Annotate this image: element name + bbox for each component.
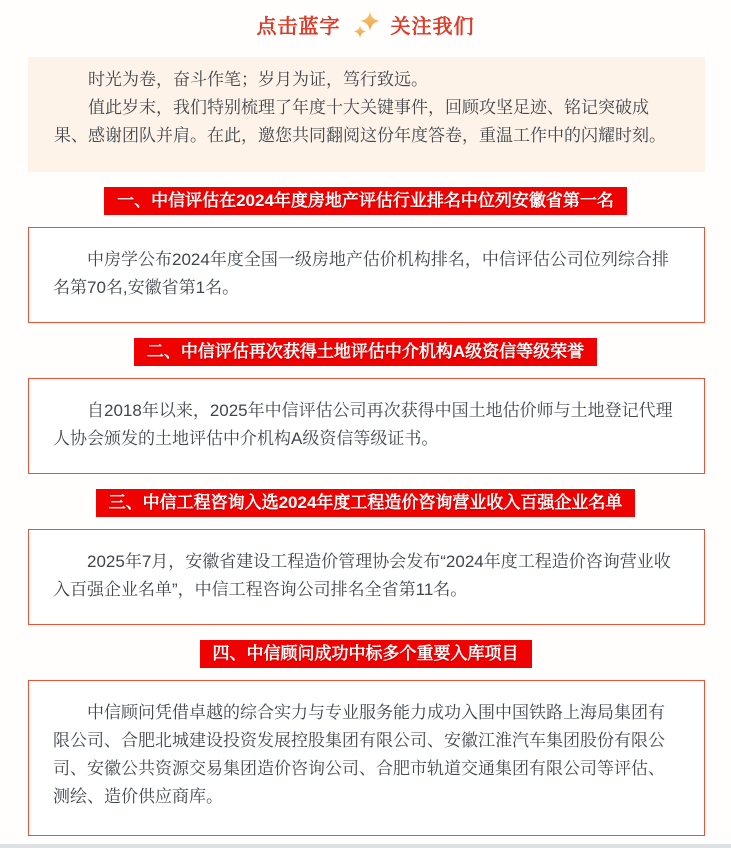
section-4-title-banner: 四、中信顾问成功中标多个重要入库项目 <box>200 640 532 668</box>
section-3-paragraph: 2025年7月，安徽省建设工程造价管理协会发布“2024年度工程造价咨询营业收入百强企业名单”，中信工程咨询公司排名全省第11名。 <box>53 552 671 599</box>
section-4-banner-row <box>0 640 731 668</box>
section-4-paragraph: 中信顾问凭借卓越的综合实力与专业服务能力成功入围中国铁路上海局集团有限公司、合肥北城建设投资发展控股集团有限公司、安徽江淮汽车集团股份有限公司、安徽公共资源交易集团造价咨询公司、合肥市轨道交通集团有限公司等评估、测绘、造价供应商库。 <box>53 703 665 806</box>
section-2-title-banner: 二、中信评估再次获得土地评估中介机构A级资信等级荣誉 <box>134 338 597 366</box>
window-bottom-strip <box>0 844 731 848</box>
section-2 <box>0 338 731 474</box>
section-4-body-box <box>28 680 705 836</box>
intro-line-2: 值此岁末，我们特别梳理了年度十大关键事件，回顾攻坚足迹、铭记突破成果、感谢团队并肩。在此，邀您共同翻阅这份年度答卷，重温工作中的闪耀时刻。 <box>54 98 666 145</box>
section-1-body-box <box>28 227 705 323</box>
section-3-banner-row <box>0 489 731 517</box>
section-1-paragraph: 中房学公布2024年度全国一级房地产估价机构排名，中信评估公司位列综合排名第70名,安徽省第1名。 <box>53 250 669 297</box>
section-1-banner-row <box>0 187 731 215</box>
section-1 <box>0 187 731 323</box>
section-3 <box>0 489 731 625</box>
section-2-paragraph: 自2018年以来，2025年中信评估公司再次获得中国土地估价师与土地登记代理人协会颁发的土地评估中介机构A级资信等级证书。 <box>53 401 673 448</box>
follow-banner[interactable] <box>0 0 731 40</box>
section-4 <box>0 640 731 836</box>
section-3-body-box <box>28 529 705 625</box>
section-3-title-banner: 三、中信工程咨询入选2024年度工程造价咨询营业收入百强企业名单 <box>96 489 636 517</box>
follow-us-text[interactable]: 关注我们 <box>390 15 475 38</box>
section-2-banner-row <box>0 338 731 366</box>
intro-box <box>28 57 705 172</box>
section-1-title-banner: 一、中信评估在2024年度房地产评估行业排名中位列安徽省第一名 <box>104 187 627 215</box>
section-2-body-box <box>28 378 705 474</box>
sparkles-icon <box>351 9 381 39</box>
intro-line-1: 时光为卷，奋斗作笔；岁月为证，笃行致远。 <box>88 70 428 89</box>
click-blue-text[interactable]: 点击蓝字 <box>256 15 341 38</box>
